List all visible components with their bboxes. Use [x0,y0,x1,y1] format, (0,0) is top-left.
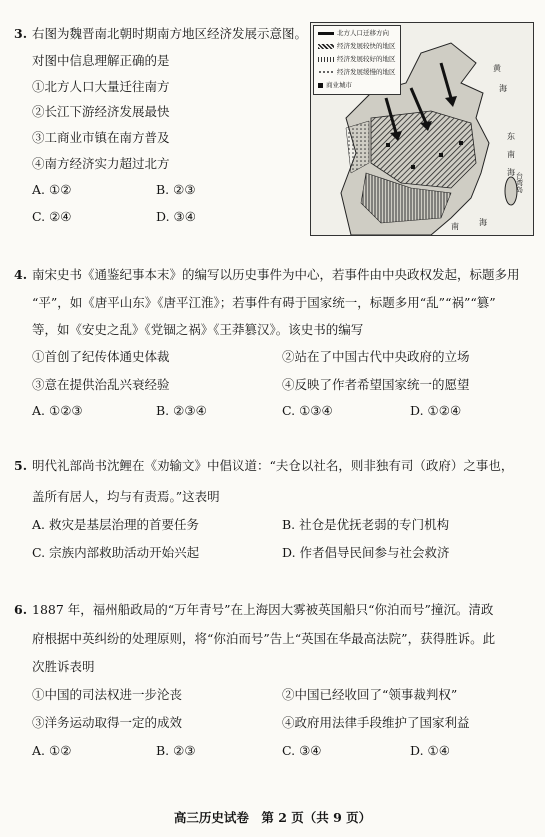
option-key: B. [156,403,170,418]
q6-number: 6. [14,602,28,617]
q5-number: 5. [14,458,28,473]
q4-item-3: ③意在提供治乱兴衰经验 [32,377,170,392]
option-key: D. [282,545,296,560]
q6-option-a[interactable] [32,745,71,758]
map-label: 海 [499,84,507,93]
q4-number: 4. [14,267,28,282]
map-label: 南 [451,222,459,231]
q4-item-4: ④反映了作者希望国家统一的愿望 [282,377,470,392]
q3-item-3: ③工商业市镇在南方普及 [32,130,170,145]
option-text: 宗族内部救助活动开始兴起 [49,545,200,560]
q4-option-d[interactable] [410,405,461,418]
q5-option-a[interactable] [32,519,199,532]
migration-swatch [318,32,334,35]
option-key: D. [410,743,424,758]
option-text: ②③ [173,743,196,758]
option-key: C. [32,209,46,224]
option-key: B. [156,182,170,197]
q3-item-1: ①北方人口大量迁往南方 [32,79,170,94]
q4-item-1: ①首创了纪传体通史体裁 [32,349,170,364]
option-key: C. [282,403,296,418]
q5-option-c[interactable] [32,547,199,560]
vlines-swatch [318,57,334,62]
q4-stem-line3: 等，如《安史之乱》《党锢之祸》《王莽篡汉》。该史书的编写 [32,322,364,337]
map-label: 海 [479,218,487,227]
slow-development-region [346,121,369,173]
q6-stem-line2: 府根据中英纠纷的处理原则，将“你泊而号”告上“英国在华最高法院”，获得胜诉。此 [32,631,496,646]
legend-item: 北方人口迁移方向 [318,30,389,37]
q3-option-a[interactable] [32,184,71,197]
option-text: 作者倡导民间参与社会救济 [299,545,450,560]
q3-stem-line1: 右图为魏晋南北朝时期南方地区经济发展示意图。 [32,26,308,41]
q6-option-d[interactable] [410,745,450,758]
option-key: A. [32,182,46,197]
q3-item-2: ②长江下游经济发展最快 [32,104,170,119]
option-text: ③④ [299,743,322,758]
q6-item-4: ④政府用法律手段维护了国家利益 [282,715,470,730]
option-text: ①②④ [427,403,462,418]
option-text: ②③④ [173,403,207,418]
option-text: ③④ [173,209,196,224]
q6-stem-line3: 次胜诉表明 [32,659,95,674]
option-text: ①③④ [299,403,333,418]
option-key: C. [32,545,46,560]
q3-stem-line2: 对图中信息理解正确的是 [32,53,170,68]
option-key: D. [410,403,424,418]
map-legend [313,25,401,95]
q4-stem-line1: 南宋史书《通鉴纪事本末》的编写以历史事件为中心，若事件由中央政权发起，标题多用 [32,267,520,282]
option-key: B. [282,517,296,532]
map-label: 黄 [493,64,501,73]
map-label-taiwan: 台湾岛 [516,172,523,194]
q3-option-d[interactable] [156,211,196,224]
legend-item: 商业城市 [318,82,352,89]
q4-item-2: ②站在了中国古代中央政府的立场 [282,349,470,364]
hatch-swatch [318,44,334,49]
q4-option-b[interactable] [156,405,207,418]
legend-item: 经济发展较快的地区 [318,43,396,50]
q6-item-3: ③洋务运动取得一定的成效 [32,715,183,730]
page-footer: 高三历史试卷 第 2 页（共 9 页） [173,810,372,825]
map-label: 东 [507,132,515,141]
option-key: D. [156,209,170,224]
option-text: ②④ [49,209,72,224]
q6-option-c[interactable] [282,745,322,758]
q6-stem-line1: 1887 年，福州船政局的“万年青号”在上海因大雾被英国船只“你泊而号”撞沉。清政 [32,602,494,617]
q3-map-figure [310,22,534,236]
option-text: ①② [49,743,72,758]
option-key: B. [156,743,170,758]
q3-number: 3. [14,26,28,41]
q4-stem-line2: “平”，如《唐平山东》《唐平江淮》；若事件有碍于国家统一，标题多用“乱”“祸”“篡” [32,295,496,310]
option-text: ①②③ [49,403,83,418]
q4-option-c[interactable] [282,405,333,418]
q3-item-4: ④南方经济实力超过北方 [32,156,170,171]
option-text: 救灾是基层治理的首要任务 [49,517,200,532]
option-text: ①② [49,182,72,197]
option-key: A. [32,743,46,758]
q5-stem-line2: 盖所有居人，均与有责焉。”这表明 [32,489,220,504]
q5-option-b[interactable] [282,519,449,532]
q5-option-d[interactable] [282,547,450,560]
option-text: 社仓是优抚老弱的专门机构 [299,517,450,532]
legend-item: 经济发展缓慢的地区 [318,69,396,76]
q4-option-a[interactable] [32,405,83,418]
option-text: ②③ [173,182,196,197]
map-label: 海 [507,168,515,177]
q6-item-2: ②中国已经收回了“领事裁判权” [282,687,458,702]
city-swatch [318,83,323,88]
legend-item: 经济发展较好的地区 [318,56,396,63]
q5-stem-line1: 明代礼部尚书沈鲤在《劝输文》中倡议道：“夫仓以社名，则非独有司（政府）之事也， [32,458,514,473]
dots-swatch [318,70,334,75]
q3-option-b[interactable] [156,184,196,197]
q6-option-b[interactable] [156,745,196,758]
option-key: A. [32,517,46,532]
q6-item-1: ①中国的司法权进一步沦丧 [32,687,183,702]
map-label: 南 [507,150,515,159]
option-key: A. [32,403,46,418]
option-text: ①④ [427,743,450,758]
q3-option-c[interactable] [32,211,72,224]
option-key: C. [282,743,296,758]
